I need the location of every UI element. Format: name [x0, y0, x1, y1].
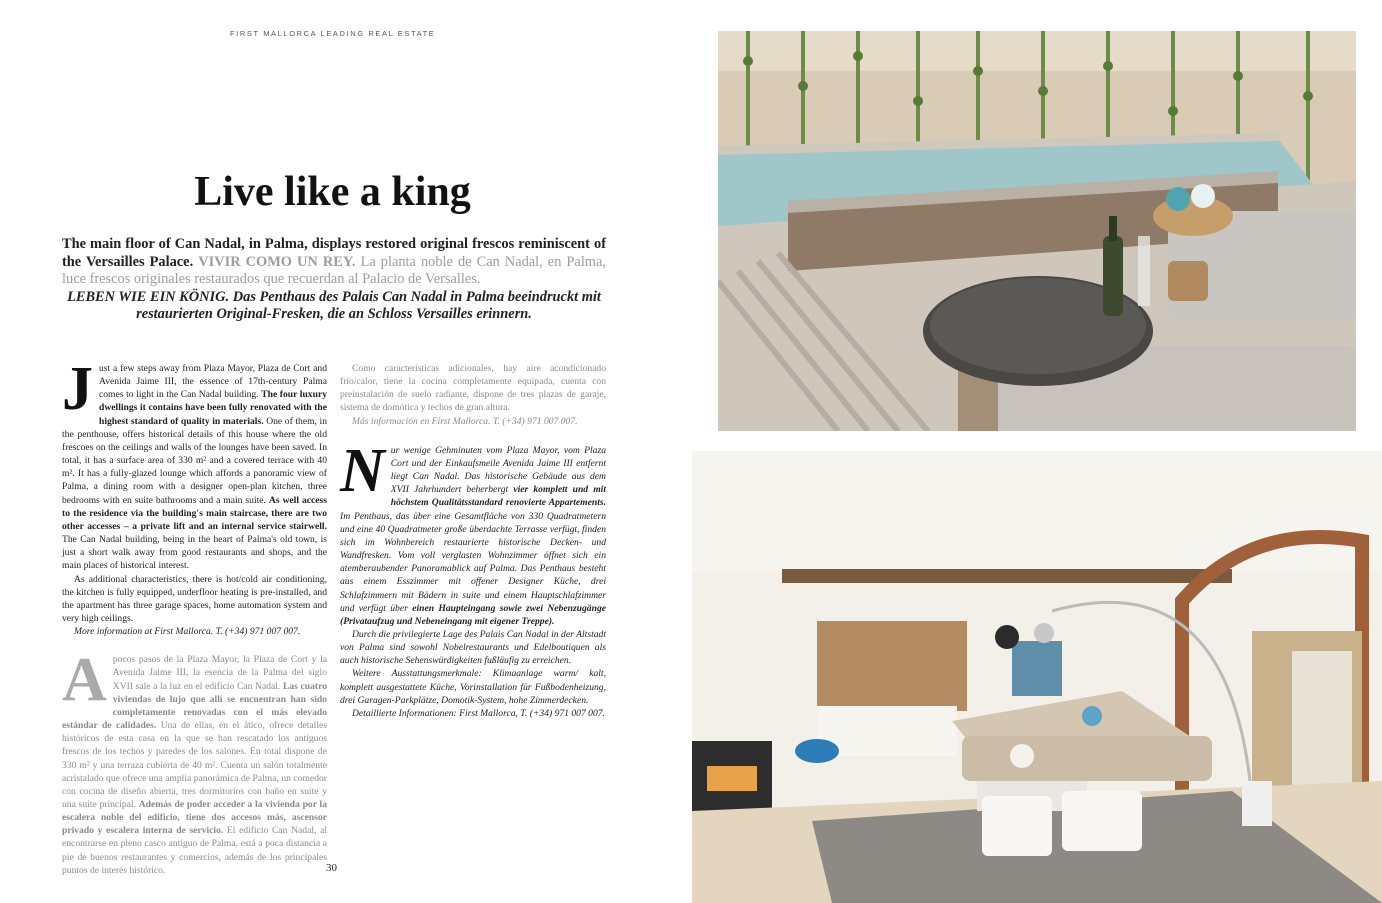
- german-paragraph-1: Nur wenige Gehminuten vom Plaza Mayor, vom Plaza Cort und der Einkaufsmeile Avenida Jaime III entfernt liegt Can Nadal. Das historische Gebäude aus dem XVII Jahrhundert beherbergt vier komplett und mit höchstem Qualitätsstandard renovierte Appartements. Im Penthaus, das über eine Gesamtfläche von 330 Quadratmetern und eine 40 Quadratmeter große überdachte Terrasse verfügt, finden sich im Wohnbereich restaurierte historische Decken- und Wandfresken. Vom voll verglasten Wohnzimmer öffnet sich ein atemberaubender Panoramablick auf Palma. Das Penthaus besteht aus einem Esszimmer mit offener Designer Küche, drei Schlafzimmern mit Bädern in suite und einem Hauptschlafzimmer und verfügt über einen Haupteingang sowie zwei Nebenzugänge (Privataufzug und Nebeneingang mit eigener Treppe).: [340, 436, 607, 627]
- living-room-photo: [692, 451, 1382, 903]
- left-page: [0, 0, 665, 903]
- german-contact: Detaillierte Informationen: First Mallorca, T. (+34) 971 007 007.: [352, 707, 605, 719]
- german-paragraph-3: Weitere Ausstattungsmerkmale: Klimaanlage warm/ kalt, komplett ausgestattete Küche, Vorinstallation für Fußbodenheizung, drei Garagen-Parkplätze, Domotik-System, hohe Zimmerdecken.: [340, 668, 606, 706]
- intro-english: The main floor of Can Nadal, in Palma, displays restored original frescos reminiscent of the Versailles Palace.: [62, 236, 606, 270]
- dropcap-spanish: A: [62, 646, 107, 715]
- dropcap-german: N: [340, 436, 385, 505]
- page-number: 30: [326, 862, 337, 874]
- column-right: [340, 362, 606, 720]
- english-contact: More information at First Mallorca. T. (+34) 971 007 007.: [74, 626, 301, 638]
- english-paragraph-2: As additional characteristics, there is hot/cold air conditioning, the kitchen is fully equipped, underfloor heating is pre-installed, and the apartment has three garage spaces, home automation system and very high ceilings.: [62, 573, 327, 624]
- intro-german: LEBEN WIE EIN KÖNIG. Das Penthaus des Palais Can Nadal in Palma beeindruckt mit restaurierten Original-Fresken, die an Schloss Versailles erinnern.: [67, 288, 601, 322]
- german-paragraph-2: Durch die privilegierte Lage des Palais Can Nadal in der Altstadt von Palma sind sowohl Nobelrestaurants und Edelboutiquen als auch historische Sehenswürdigkeiten fußläufig zu erreichen.: [340, 628, 606, 667]
- article-intro: [62, 236, 606, 324]
- article-title: Live like a king: [194, 169, 471, 215]
- english-paragraph-1: Just a few steps away from Plaza Mayor, Plaza de Cort and Avenida Jaime III, the essence of 17th-century Palma comes to light in the Can Nadal building. The four luxury dwellings it contains have been fully renovated with the highest standard of quality in materials. One of them, in the penthouse, offers historical details of this house where the old frescoes on the ceilings and walls of the lounges have been saved. In total, it has a surface area of 330 m² and a covered terrace with 40 m². It has a fully-glazed lounge which affords a panoramic view of Palma, a dining room with a designer open-plan kitchen, three bedrooms with en suite bathrooms and a main suite. As well access to the residence via the building's main staircase, there are two other accesses – a private lift and an internal service stairwell. The Can Nadal building, being in the heart of Palma's old town, is just a short walk away from good restaurants and shops, and the main places of historical interest.: [62, 355, 327, 572]
- pool-terrace-photo: [718, 31, 1356, 431]
- spanish-contact: Más información en First Mallorca. T. (+34) 971 007 007.: [352, 415, 578, 427]
- intro-spanish-heading: VIVIR COMO UN REY.: [198, 253, 356, 270]
- intro-spanish: La planta noble de Can Nadal, en Palma, luce frescos originales restaurados que recuerdan al Palacio de Versalles.: [62, 253, 606, 287]
- spanish-paragraph-2: Como características adicionales, hay aire acondicionado frío/calor, tiene la cocina completamente equipada, cuenta con preinstalación de suelo radiante, dispone de tres plazas de garaje, sistema de domótica y techos de gran altura.: [340, 363, 606, 414]
- dropcap-english: J: [62, 355, 93, 423]
- brand-header: FIRST MALLORCA LEADING REAL ESTATE: [230, 29, 436, 38]
- spanish-paragraph-1: Apocos pasos de la Plaza Mayor, la Plaza de Cort y la Avenida Jaime III, la esencia de la Palma del siglo XVII sale a la luz en el edificio Can Nadal. Las cuatro viviendas de lujo que allí se encuentran han sido completamente renovadas con el más elevado estándar de calidades. Una de ellas, en el ático, ofrece detalles históricos de esta casa en la que se han rescatado los antiguos frescos de los techos y paredes de los salones. En total dispone de 330 m² y una terraza cubierta de 40 m². Cuenta un salón totalmente acristalado que ofrece una amplia panorámica de Palma, un comedor con cocina de diseño abierta, tres dormitorios con baño en suite y una suite principal. Además de poder acceder a la vivienda por la escalera noble del edificio, tiene dos accesos más, ascensor privado y escalera interna de servicio. El edificio Can Nadal, al encontrarse en pleno casco antiguo de Palma, está a poca distancia a pie de buenos restaurantes y comercios, además de los principales puntos de interés histórico.: [62, 646, 328, 876]
- column-left: [62, 355, 328, 877]
